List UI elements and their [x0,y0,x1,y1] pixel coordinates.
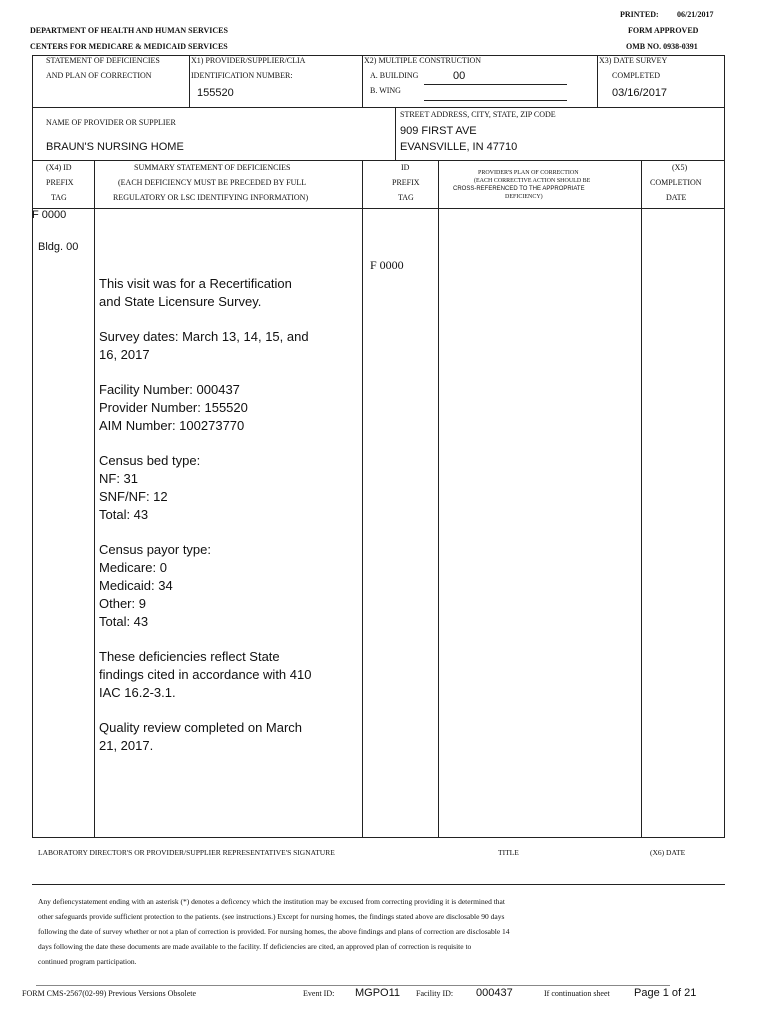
building-underline [424,84,567,85]
facility-id-label: Facility ID: [416,989,454,998]
col4-header-2: (EACH CORRECTIVE ACTION SHOULD BE [474,178,591,184]
table-bottom-border [32,837,725,838]
statement-label-2: AND PLAN OF CORRECTION [46,71,152,80]
box1-divider-3 [597,55,598,107]
col5-header-1: (X5) [672,163,688,172]
printed-label: PRINTED: [620,10,659,19]
col5-header-3: DATE [666,193,687,202]
box2-divider [395,108,396,160]
col-divider-1 [94,161,95,837]
building-tag: Bldg. 00 [38,241,79,253]
summary-line: Total: 43 [99,507,149,522]
x2-label: X2) MULTIPLE CONSTRUCTION [364,56,482,65]
event-id-label: Event ID: [303,989,335,998]
disclaimer-line-4: days following the date these documents are made available to the facility. If deficiencies are cited, an approved plan of correction is requisite to [38,942,472,951]
col3-header-3: TAG [398,193,414,202]
table-left-border [32,161,33,837]
summary-line: Facility Number: 000437 [99,382,240,397]
x3-label-2: COMPLETED [612,71,660,80]
summary-line: Survey dates: March 13, 14, 15, and [99,329,309,344]
summary-line: These deficiencies reflect State [99,649,280,664]
col-divider-4 [641,161,642,837]
summary-line: SNF/NF: 12 [99,489,168,504]
building-label: A. BUILDING [370,71,419,80]
summary-line: 16, 2017 [99,347,150,362]
x1-label-1: X1) PROVIDER/SUPPLIER/CLIA [191,56,306,65]
col2-header-1: SUMMARY STATEMENT OF DEFICIENCIES [134,163,291,172]
omb-number: OMB NO. 0938-0391 [626,42,698,51]
summary-line: Provider Number: 155520 [99,400,248,415]
x1-label-2: IDENTIFICATION NUMBER: [191,71,293,80]
summary-line: AIM Number: 100273770 [99,418,245,433]
summary-line: IAC 16.2-3.1. [99,685,176,700]
page-number: Page 1 of 21 [634,987,697,999]
box2-bottom-border [32,160,725,161]
box1-divider-2 [362,55,363,107]
signature-divider [32,884,725,885]
summary-line: Census bed type: [99,453,201,468]
col1-header-3: TAG [51,193,67,202]
col4-header-4: DEFICIENCY) [505,194,543,200]
summary-line: Medicaid: 34 [99,578,173,593]
event-id-value: MGPO11 [355,987,401,999]
col4-header-3: CROSS-REFERENCED TO THE APPROPRIATE [453,186,585,192]
col3-header-1: ID [401,163,410,172]
col1-header-1: (X4) ID [46,163,72,172]
centers-title: CENTERS FOR MEDICARE & MEDICAID SERVICES [30,42,228,51]
col1-header-2: PREFIX [46,178,74,187]
form-approved: FORM APPROVED [628,26,699,35]
footer-rule [36,985,670,986]
summary-line: Medicare: 0 [99,560,167,575]
summary-paragraph [99,452,359,524]
summary-line: This visit was for a Recertification [99,276,292,291]
summary-line: Census payor type: [99,542,212,557]
col3-header-2: PREFIX [392,178,420,187]
form-number: FORM CMS-2567(02-99) Previous Versions Obsolete [22,989,197,998]
department-title: DEPARTMENT OF HEALTH AND HUMAN SERVICES [30,26,228,35]
building-value: 00 [453,70,466,82]
summary-statement [99,275,359,772]
box2-left-border [32,108,33,160]
address-label: STREET ADDRESS, CITY, STATE, ZIP CODE [400,110,556,119]
summary-paragraph [99,541,359,631]
box2-right-border [724,108,725,160]
prefix-tag-left: F 0000 [32,209,67,221]
col5-header-2: COMPLETION [650,178,702,187]
header-row-border [32,208,725,209]
summary-line: Quality review completed on March [99,720,303,735]
summary-paragraph [99,719,359,755]
col2-header-3: REGULATORY OR LSC IDENTIFYING INFORMATION) [113,193,309,202]
disclaimer-line-1: Any defiencystatement ending with an asterisk (*) denotes a deficency which the institution may be excused from correcting providing it is determined that [38,897,505,906]
summary-line: Total: 43 [99,614,149,629]
provider-name-value: BRAUN'S NURSING HOME [46,141,184,153]
address-street: 909 FIRST AVE [400,125,477,137]
summary-paragraph [99,381,359,435]
statement-label-1: STATEMENT OF DEFICIENCIES [46,56,160,65]
box1-right-border [724,55,725,107]
survey-date-value: 03/16/2017 [612,87,668,99]
address-city: EVANSVILLE, IN 47710 [400,141,518,153]
disclaimer-line-5: continued program participation. [38,957,137,966]
col2-header-2: (EACH DEFICIENCY MUST BE PRECEDED BY FULL [118,178,307,187]
continuation-label: If continuation sheet [544,989,610,998]
summary-line: 21, 2017. [99,738,154,753]
summary-line: findings cited in accordance with 410 [99,667,312,682]
col4-header-1: PROVIDER'S PLAN OF CORRECTION [478,170,579,176]
provider-name-label: NAME OF PROVIDER OR SUPPLIER [46,118,176,127]
summary-paragraph [99,648,359,702]
disclaimer-line-3: following the date of survey whether or not a plan of correction is provided. For nursing homes, the above findings and plans of correction are disclosable 14 [38,927,510,936]
prefix-tag-right: F 0000 [370,258,404,272]
provider-id-value: 155520 [197,87,234,99]
title-label: TITLE [498,848,519,857]
signature-date-label: (X6) DATE [650,848,686,857]
printed-date: 06/21/2017 [677,10,714,19]
summary-line: Other: 9 [99,596,146,611]
box1-divider-1 [189,55,190,107]
wing-label: B. WING [370,86,401,95]
facility-id-value: 000437 [476,987,513,999]
summary-line: and State Licensure Survey. [99,294,262,309]
col-divider-2 [362,161,363,837]
box1-bottom-border [32,107,725,108]
summary-paragraph [99,328,359,364]
col-divider-3 [438,161,439,837]
disclaimer-line-2: other safeguards provide sufficient protection to the patients. (see instructions.) Except for nursing homes, the findings stated above are disclosable 90 days [38,912,505,921]
summary-line: NF: 31 [99,471,139,486]
summary-paragraph [99,275,359,311]
signature-label: LABORATORY DIRECTOR'S OR PROVIDER/SUPPLIER REPRESENTATIVE'S SIGNATURE [38,848,335,857]
wing-underline [424,100,567,101]
x3-label-1: X3) DATE SURVEY [599,56,668,65]
table-right-border [724,161,725,837]
box1-left-border [32,55,33,107]
